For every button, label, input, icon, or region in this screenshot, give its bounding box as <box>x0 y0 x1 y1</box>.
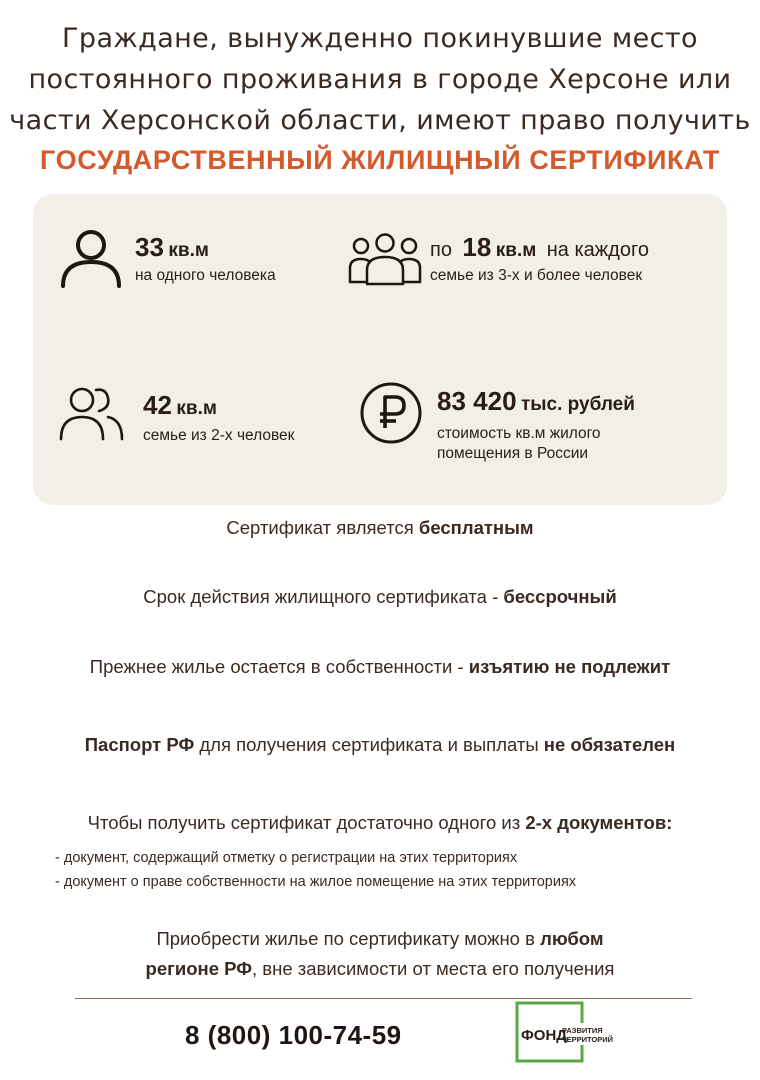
statement-passport-bold-1: Паспорт РФ <box>84 734 195 755</box>
fund-logo <box>515 1001 611 1063</box>
cost-unit: тыс. рублей <box>520 394 635 415</box>
family3-area-desc: семье из 3-х и более человек <box>430 267 643 284</box>
family3-area-value: 18 <box>462 232 492 262</box>
statement-docs: Чтобы получить сертификат достаточно одного из 2-х документов: <box>87 812 673 833</box>
phone-number[interactable]: 8 (800) 100-74-59 <box>185 1020 402 1050</box>
certificate-headline: ГОСУДАРСТВЕННЫЙ ЖИЛИЩНЫЙ СЕРТИФИКАТ <box>40 145 720 175</box>
documents-list <box>55 846 576 894</box>
purchase-bold-2: регионе РФ <box>145 958 253 979</box>
statement-term-bold: бессрочный <box>503 586 617 607</box>
cost-desc <box>437 424 601 464</box>
single-area-value: 33 <box>135 232 164 262</box>
statement-housing-bold: изъятию не подлежит <box>468 656 671 677</box>
statement-free-bold: бесплатным <box>418 517 534 538</box>
intro-line-1: Граждане, вынужденно покинувшие место <box>62 23 698 54</box>
statement-passport: Паспорт РФ для получения сертификата и выплаты не обязателен <box>84 734 676 755</box>
person-icon <box>58 226 124 288</box>
family3-area <box>430 232 649 263</box>
statement-passport-bold-2: не обязателен <box>543 734 676 755</box>
intro-heading <box>0 18 760 141</box>
logo-main-text: ФОНД <box>521 1027 567 1044</box>
family2-area-desc: семье из 2-х человек <box>143 427 295 444</box>
footer-divider <box>75 998 692 999</box>
cost-desc-line-2: помещения в России <box>437 445 589 462</box>
single-area-unit: кв.м <box>168 240 209 261</box>
two-people-icon <box>58 384 126 442</box>
family3-suffix: на каждого <box>546 239 649 261</box>
statement-housing: Прежнее жилье остается в собственности - изъятию не подлежит <box>89 656 671 677</box>
intro-line-2: постоянного проживания в городе Херсоне или <box>28 64 732 95</box>
family3-prefix: по <box>430 239 452 261</box>
family2-area <box>143 390 217 421</box>
logo-sub-text: РАЗВИТИЯ ТЕРРИТОРИЙ <box>562 1026 613 1044</box>
family2-area-unit: кв.м <box>176 398 217 419</box>
purchase-line-2: регионе РФ, вне зависимости от места его получения <box>145 958 615 979</box>
intro-line-3: части Херсонской области, имеют право получить <box>9 105 751 136</box>
purchase-line-1: Приобрести жилье по сертификату можно в любом <box>156 928 604 949</box>
statement-docs-bold: 2-х документов: <box>525 812 673 833</box>
single-area-desc: на одного человека <box>135 267 276 284</box>
cost <box>437 386 635 417</box>
cost-desc-line-1: стоимость кв.м жилого <box>437 425 601 442</box>
family3-area-unit: кв.м <box>495 240 537 261</box>
ruble-icon <box>358 380 424 446</box>
statement-term: Срок действия жилищного сертификата - бессрочный <box>143 586 617 607</box>
cost-value: 83 420 <box>437 386 517 416</box>
family2-area-value: 42 <box>143 390 172 420</box>
statement-free: Сертификат является бесплатным <box>226 517 534 538</box>
purchase-bold-1: любом <box>540 928 604 949</box>
group-icon <box>347 232 423 286</box>
single-area <box>135 232 209 263</box>
document-item: - документ, содержащий отметку о регистрации на этих территориях <box>55 850 518 866</box>
document-item: - документ о праве собственности на жилое помещение на этих территориях <box>55 874 577 890</box>
